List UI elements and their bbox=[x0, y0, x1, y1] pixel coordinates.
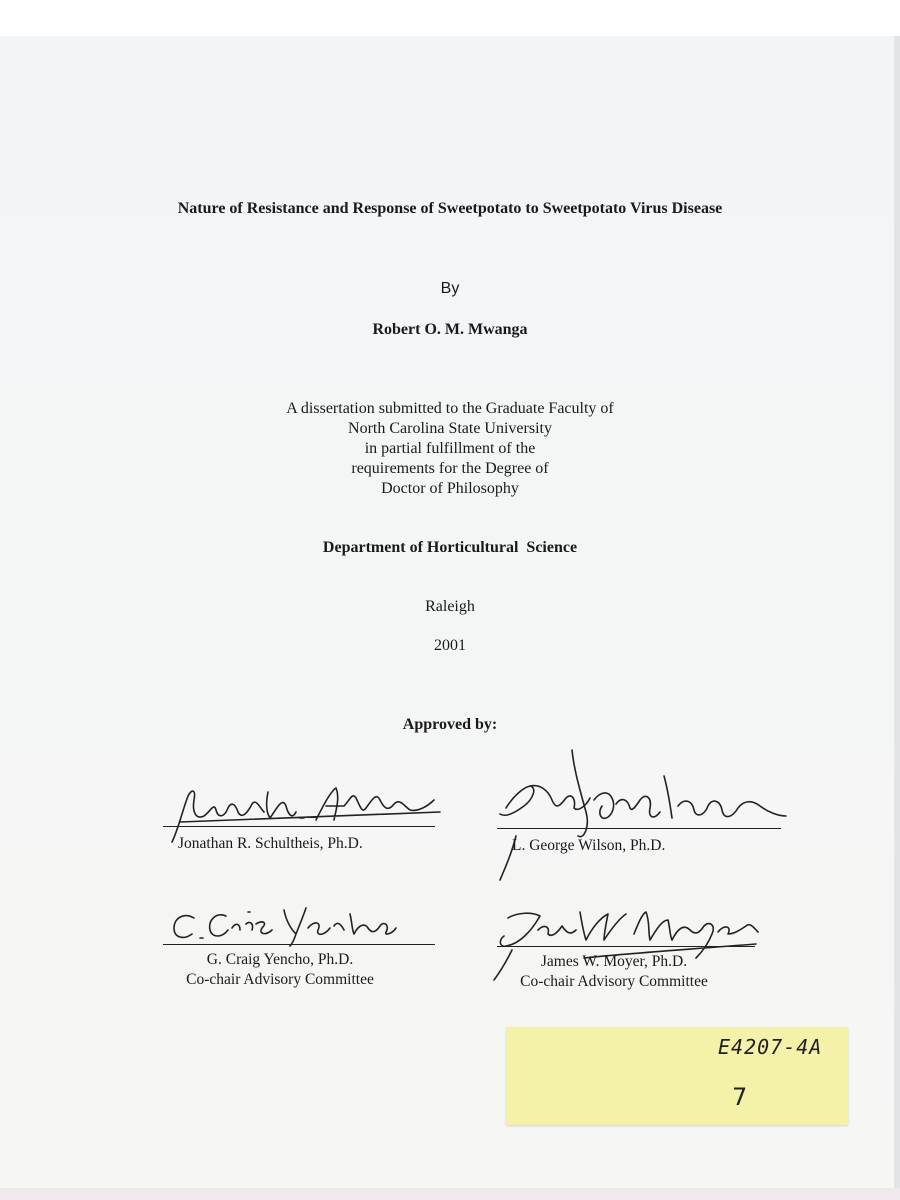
signatory-name: Jonathan R. Schultheis, Ph.D. bbox=[178, 835, 363, 852]
signatory-yencho bbox=[160, 950, 400, 990]
submission-line: North Carolina State University bbox=[348, 420, 552, 437]
approved-by-label: Approved by: bbox=[402, 716, 498, 733]
submission-statement bbox=[0, 399, 900, 499]
signature-line-yencho bbox=[163, 944, 435, 945]
signatory-wilson bbox=[512, 836, 665, 856]
scan-margin-top bbox=[0, 0, 900, 36]
year: 2001 bbox=[434, 637, 466, 654]
sticky-note bbox=[506, 1027, 848, 1125]
sticky-note-number: 7 bbox=[732, 1083, 748, 1111]
signatory-schultheis bbox=[178, 834, 363, 854]
submission-line: A dissertation submitted to the Graduate Faculty of bbox=[286, 400, 614, 417]
submission-line: requirements for the Degree of bbox=[351, 460, 549, 477]
signatory-name: James W. Moyer, Ph.D. bbox=[540, 953, 688, 970]
by-label: By bbox=[440, 280, 460, 297]
signatory-name: L. George Wilson, Ph.D. bbox=[512, 837, 666, 854]
signatory-role: Co-chair Advisory Committee bbox=[520, 973, 708, 990]
signature-line-schultheis bbox=[163, 826, 435, 827]
city: Raleigh bbox=[425, 598, 475, 615]
scan-margin-bottom bbox=[0, 1188, 900, 1200]
department-name: Department of Horticultural Science bbox=[322, 539, 578, 556]
signatory-moyer bbox=[494, 952, 734, 992]
submission-line: Doctor of Philosophy bbox=[381, 480, 519, 497]
dissertation-title: Nature of Resistance and Response of Sweetpotato to Sweetpotato Virus Disease bbox=[177, 200, 723, 217]
sticky-note-code: E4207-4A bbox=[718, 1035, 823, 1059]
author-name: Robert O. M. Mwanga bbox=[372, 321, 528, 338]
signatory-role: Co-chair Advisory Committee bbox=[186, 971, 374, 988]
submission-line: in partial fulfillment of the bbox=[364, 440, 536, 457]
signature-line-wilson bbox=[497, 828, 781, 829]
signatory-name: G. Craig Yencho, Ph.D. bbox=[206, 951, 354, 968]
signature-line-moyer bbox=[497, 946, 755, 947]
